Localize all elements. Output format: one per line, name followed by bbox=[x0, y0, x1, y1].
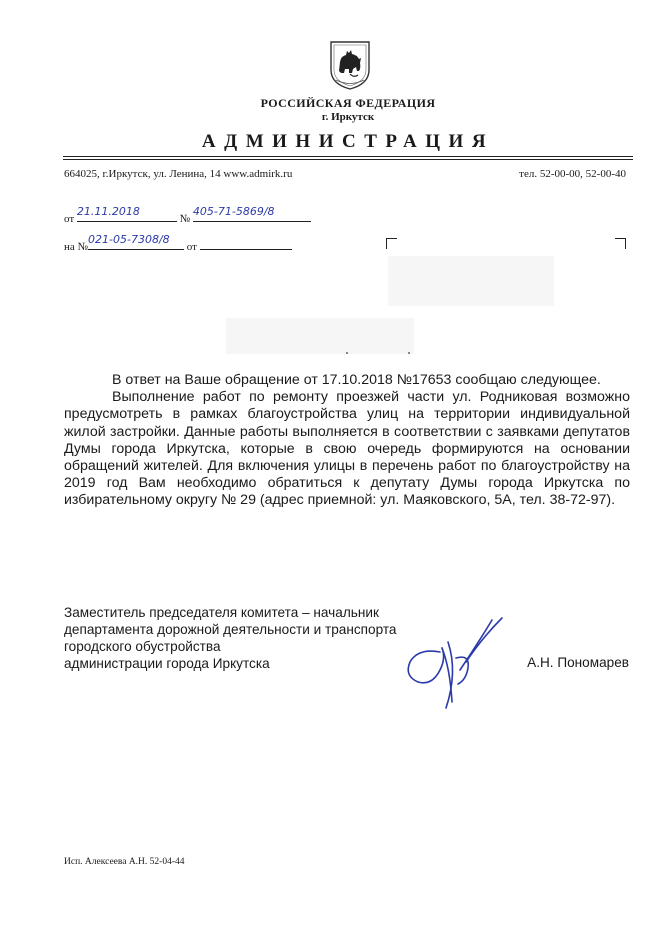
header-rule-thick bbox=[63, 156, 633, 157]
addressee-corner-top-left bbox=[386, 238, 397, 249]
paragraph-repair-details: Выполнение работ по ремонту проезжей части ул. Родниковая возможно предусмотреть в рамках благоустройства улиц на территории индивидуальной жилой застройки. Данные работы выполняется в соответствии с заявками депутатов Думы города Иркутска, которые в свою очередь формируются на основании обращений жителей. Для включения улицы в перечень работ по благоустройству на 2019 год Вам необходимо обратиться к депутату Думы города Иркутска по избирательному округу № 29 (адрес приемной: ул. Маяковского, 5А, тел. 38-72-97). bbox=[64, 389, 630, 509]
redaction-speck bbox=[408, 352, 410, 354]
letter-body bbox=[64, 372, 630, 510]
reply-number-field bbox=[88, 233, 184, 250]
city-name: г. Иркутск bbox=[321, 111, 375, 123]
signatory-title bbox=[64, 604, 396, 672]
outgoing-number-field bbox=[192, 205, 311, 222]
signatory-title-line: департамента дорожной деятельности и транспорта bbox=[64, 622, 397, 637]
handwritten-signature bbox=[396, 612, 506, 712]
executor-info: Исп. Алексеева А.Н. 52-04-44 bbox=[64, 857, 185, 867]
reply-date-field bbox=[200, 238, 292, 250]
header-rule-thin bbox=[63, 159, 633, 160]
paragraph-reply-intro: В ответ на Ваше обращение от 17.10.2018 №17653 сообщаю следующее. bbox=[112, 372, 601, 388]
country-name: РОССИЙСКАЯ ФЕДЕРАЦИЯ bbox=[260, 96, 436, 110]
signatory-title-line: Заместитель председателя комитета – начальник bbox=[64, 605, 379, 620]
redaction-speck bbox=[346, 352, 348, 354]
organization-address: 664025, г.Иркутск, ул. Ленина, 14 www.admirk.ru bbox=[64, 168, 293, 180]
outgoing-number-handwritten: 405-71-5869/8 bbox=[192, 205, 275, 218]
redacted-addressee bbox=[388, 256, 554, 306]
outgoing-date-prefix: от bbox=[64, 213, 75, 225]
organization-title: АДМИНИСТРАЦИЯ bbox=[201, 131, 495, 152]
reply-number-handwritten: 021-05-7308/8 bbox=[88, 233, 170, 246]
outgoing-registration bbox=[64, 205, 311, 225]
signatory-title-line: городского обустройства bbox=[64, 639, 221, 654]
reply-registration bbox=[64, 233, 292, 253]
coat-of-arms-emblem bbox=[328, 40, 372, 90]
organization-phone: тел. 52-00-00, 52-00-40 bbox=[519, 168, 626, 180]
redacted-salutation bbox=[226, 318, 414, 354]
addressee-corner-top-right bbox=[615, 238, 626, 249]
reply-number-prefix: на № bbox=[64, 241, 89, 253]
reply-date-prefix: от bbox=[186, 241, 197, 253]
signatory-name: А.Н. Пономарев bbox=[527, 655, 629, 670]
outgoing-date-handwritten: 21.11.2018 bbox=[76, 205, 140, 218]
signatory-title-line: администрации города Иркутска bbox=[64, 656, 270, 671]
outgoing-date-field bbox=[76, 205, 177, 222]
number-sign: № bbox=[179, 213, 191, 225]
